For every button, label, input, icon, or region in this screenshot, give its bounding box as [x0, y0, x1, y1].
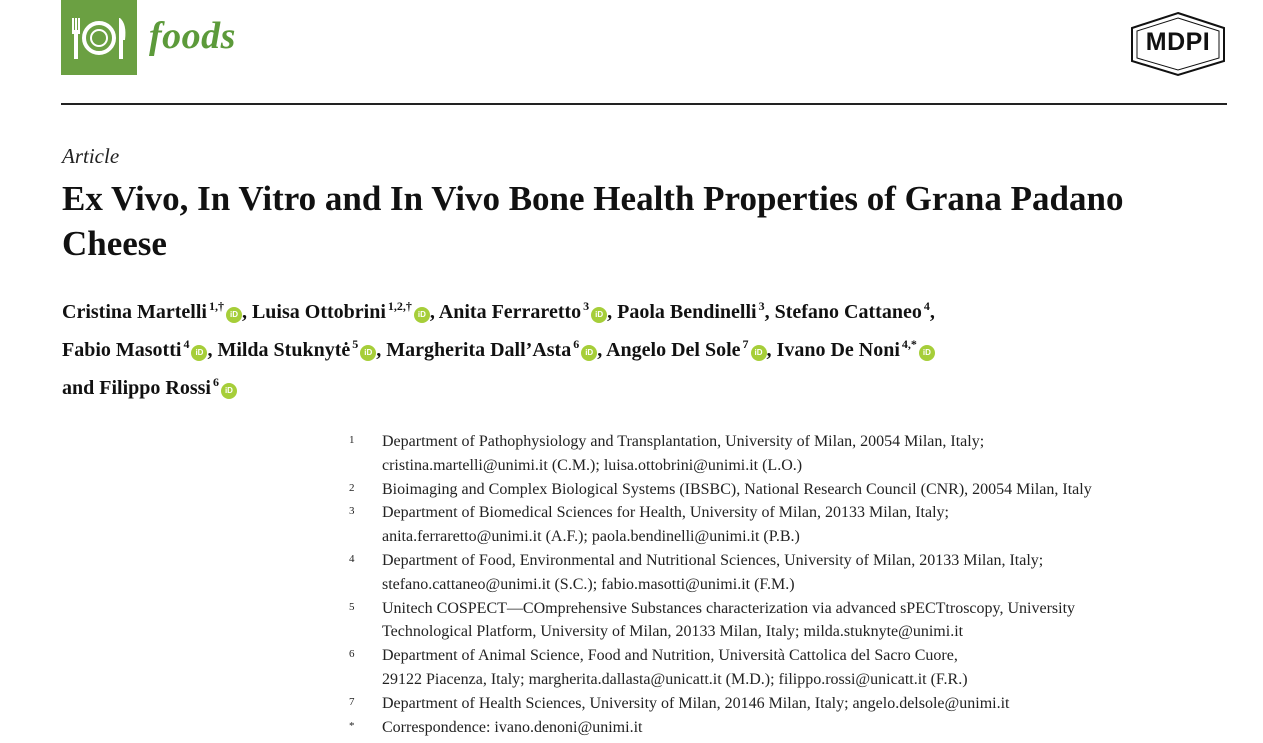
affiliation-line: 29122 Piacenza, Italy; margherita.dallasta@unicatt.it (M.D.); filippo.rossi@unicatt.it (F.R.) [382, 670, 968, 688]
affiliation-item [349, 478, 1239, 502]
affiliation-number: 3 [349, 505, 355, 518]
journal-name: foods [149, 15, 236, 57]
correspondence-line: Correspondence: ivano.denoni@unimi.it [382, 718, 643, 736]
author [777, 339, 935, 361]
author-name: Anita Ferraretto [438, 301, 582, 323]
author-affiliation-marker: 6 [212, 375, 219, 389]
affiliation-item [349, 430, 1239, 478]
author-affiliation-marker: 4 [183, 337, 190, 351]
author-separator: , [429, 301, 439, 323]
author-affiliation-marker: 1,2,† [387, 299, 412, 313]
author-name: Fabio Masotti [62, 339, 182, 361]
author-list [62, 290, 1232, 404]
author [62, 301, 242, 323]
orcid-icon[interactable]: iD [360, 345, 376, 361]
affiliation-number: 5 [349, 600, 355, 613]
affiliation-item [349, 549, 1239, 597]
author-affiliation-marker: 7 [742, 337, 749, 351]
author [606, 339, 766, 361]
author-affiliation-marker: 3 [583, 299, 590, 313]
author-separator: , [929, 301, 935, 323]
author [775, 301, 930, 323]
affiliation-number: 1 [349, 434, 355, 446]
affiliation-line: Department of Animal Science, Food and Nutrition, Università Cattolica del Sacro Cuore, [382, 647, 958, 665]
plate-fork-knife-icon [61, 0, 137, 75]
affiliation-item [349, 597, 1239, 645]
author-separator: , [607, 301, 618, 323]
publisher-logo [1128, 11, 1228, 77]
author-name: Milda Stuknytė [217, 339, 351, 361]
article-type: Article [62, 144, 120, 168]
author-name: Cristina Martelli [62, 301, 207, 323]
affiliation-line: cristina.martelli@unimi.it (C.M.); luisa.ottobrini@unimi.it (L.O.) [382, 456, 803, 474]
header-divider [61, 103, 1227, 105]
correspondence-item [349, 716, 1239, 740]
orcid-icon[interactable]: iD [751, 345, 767, 361]
affiliation-number: 6 [349, 648, 355, 661]
affiliation-number: 2 [349, 481, 355, 494]
affiliation-line: anita.ferraretto@unimi.it (A.F.); paola.bendinelli@unimi.it (P.B.) [382, 528, 800, 546]
author-separator: , [241, 301, 252, 323]
orcid-icon[interactable]: iD [591, 307, 607, 323]
author [617, 301, 764, 323]
author [386, 339, 597, 361]
orcid-icon[interactable]: iD [581, 345, 597, 361]
affiliation-line: Department of Food, Environmental and Nutritional Sciences, University of Milan, 20133 Milan, Italy; [382, 551, 1044, 569]
author-name: Luisa Ottobrini [251, 301, 386, 323]
author-name: Angelo Del Sole [606, 339, 741, 361]
orcid-icon[interactable]: iD [226, 307, 242, 323]
author-name: and Filippo Rossi [62, 377, 211, 399]
affiliation-number: 4 [349, 552, 355, 565]
affiliation-line: Department of Biomedical Sciences for Health, University of Milan, 20133 Milan, Italy; [382, 504, 949, 522]
author-separator: , [597, 339, 607, 361]
author-separator: , [766, 339, 777, 361]
orcid-icon[interactable]: iD [414, 307, 430, 323]
author [62, 339, 207, 361]
author-name: Margherita Dall’Asta [386, 339, 572, 361]
affiliation-number: 7 [349, 695, 355, 708]
author-affiliation-marker: 4,* [901, 337, 917, 351]
affiliation-line: Technological Platform, University of Milan, 20133 Milan, Italy; milda.stuknyte@unimi.it [382, 623, 964, 641]
author-affiliation-marker: 1,† [208, 299, 224, 313]
affiliation-line: Department of Pathophysiology and Transplantation, University of Milan, 20054 Milan, Italy; [382, 433, 985, 450]
author-separator: , [207, 339, 218, 361]
affiliation-item [349, 644, 1239, 692]
affiliation-line: stefano.cattaneo@unimi.it (S.C.); fabio.masotti@unimi.it (F.M.) [382, 575, 795, 593]
orcid-icon[interactable]: iD [221, 383, 237, 399]
author [217, 339, 376, 361]
author-affiliation-marker: 5 [352, 337, 359, 351]
affiliation-line: Unitech COSPECT—COmprehensive Substances characterization via advanced sPECTtroscopy, University [382, 599, 1076, 617]
affiliation-line: Bioimaging and Complex Biological Systems (IBSBC), National Research Council (CNR), 20054 Milan, Italy [382, 480, 1092, 498]
article-title: Ex Vivo, In Vitro and In Vivo Bone Health Properties of Grana Padano Cheese [62, 179, 1124, 263]
author [62, 377, 237, 399]
author-affiliation-marker: 6 [573, 337, 580, 351]
author-name: Stefano Cattaneo [774, 301, 922, 323]
author [439, 301, 607, 323]
affiliation-list [349, 430, 1239, 739]
author-affiliation-marker: 3 [758, 299, 765, 313]
correspondence-marker: * [349, 719, 355, 732]
affiliation-item [349, 501, 1239, 549]
affiliation-item [349, 692, 1239, 716]
journal-logo [61, 0, 137, 75]
author-separator: , [764, 301, 775, 323]
orcid-icon[interactable]: iD [191, 345, 207, 361]
author [252, 301, 430, 323]
author-affiliation-marker: 4 [923, 299, 930, 313]
author-name: Ivano De Noni [776, 339, 900, 361]
author-name: Paola Bendinelli [617, 301, 757, 323]
affiliation-line: Department of Health Sciences, University of Milan, 20146 Milan, Italy; angelo.delsole@unimi.it [382, 694, 1010, 712]
author-separator: , [376, 339, 387, 361]
orcid-icon[interactable]: iD [919, 345, 935, 361]
publisher-name: MDPI [1145, 28, 1211, 56]
